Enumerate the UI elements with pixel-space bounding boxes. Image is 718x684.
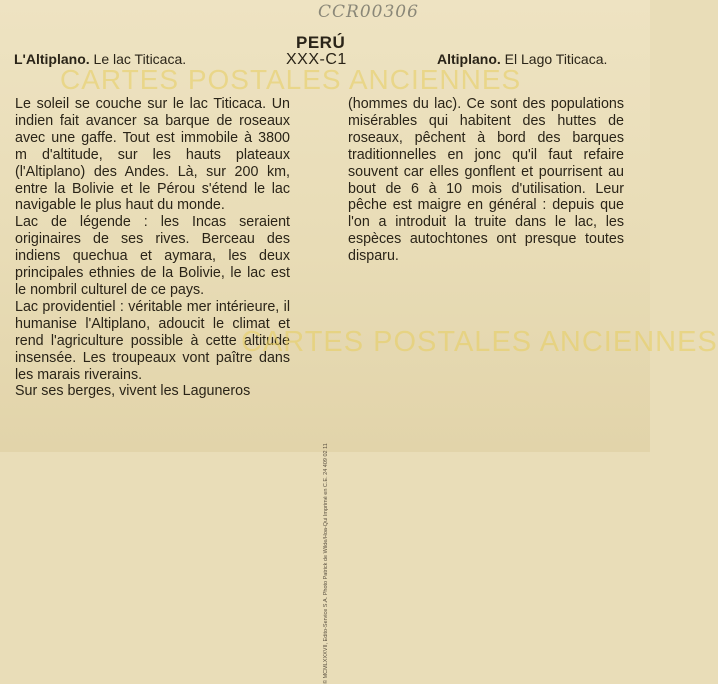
card-code: XXX-C1	[286, 51, 347, 68]
caption-spanish-rest: El Lago Titicaca.	[500, 51, 608, 67]
paragraph: Lac providentiel : véritable mer intérieure, il humanise l'Altiplano, adoucit le climat et rend l'agriculture possible à cette altitude insensée. Les troupeaux vont paître dans les marais riverains.	[15, 298, 290, 383]
paragraph: (hommes du lac). Ce sont des populations misérables qui habitent des huttes de roseaux, pêchent à bord des barques traditionnelles en jonc qu'il faut refaire souvent car elles gonflent et pourrisent au bout de 6 à 10 mois d'utilisation. Leur pêche est maigre en général : depuis que l'on a introduit la truite dans le lac, les espèces autochtones ont presque toutes disparu.	[348, 96, 624, 265]
paragraph: Le soleil se couche sur le lac Titicaca. Un indien fait avancer sa barque de roseaux avec une gaffe. Tout est immobile à 3800 m d'altitude, sur les hauts plateaux (l'Altiplano) des Andes. Là, sur 200 km, entre la Bolivie et le Pérou s'étend le lac navigable le plus haut du monde.	[15, 96, 290, 214]
text-column-left	[15, 96, 290, 400]
country-title: PERÚ	[296, 33, 346, 52]
publisher-credit: © MCMLXXXVII, Edito-Service S.A. Photo Patrick de Wilde/Hoa-Qui Imprimé en C.E. 24 409 02 11	[323, 443, 329, 684]
watermark: CARTES POSTALES ANCIENNES	[241, 326, 718, 358]
caption-french-bold: L'Altiplano.	[14, 51, 90, 67]
paragraph: Lac de légende : les Incas seraient originaires de ses rives. Berceau des indiens quechua et aymara, les deux principales ethnies de la Bolivie, le lac est le nombril culturel de ce pays.	[15, 214, 290, 298]
archive-reference: CCR00306	[318, 2, 419, 22]
caption-french-rest: Le lac Titicaca.	[89, 51, 187, 67]
watermark: CARTES POSTALES ANCIENNES	[60, 64, 522, 95]
paragraph: Sur ses berges, vivent les Laguneros	[15, 383, 251, 400]
text-column-right	[348, 96, 624, 265]
caption-spanish	[437, 51, 607, 67]
publisher-divider	[317, 96, 333, 684]
caption-spanish-bold: Altiplano.	[437, 51, 501, 67]
caption-french	[14, 51, 186, 67]
